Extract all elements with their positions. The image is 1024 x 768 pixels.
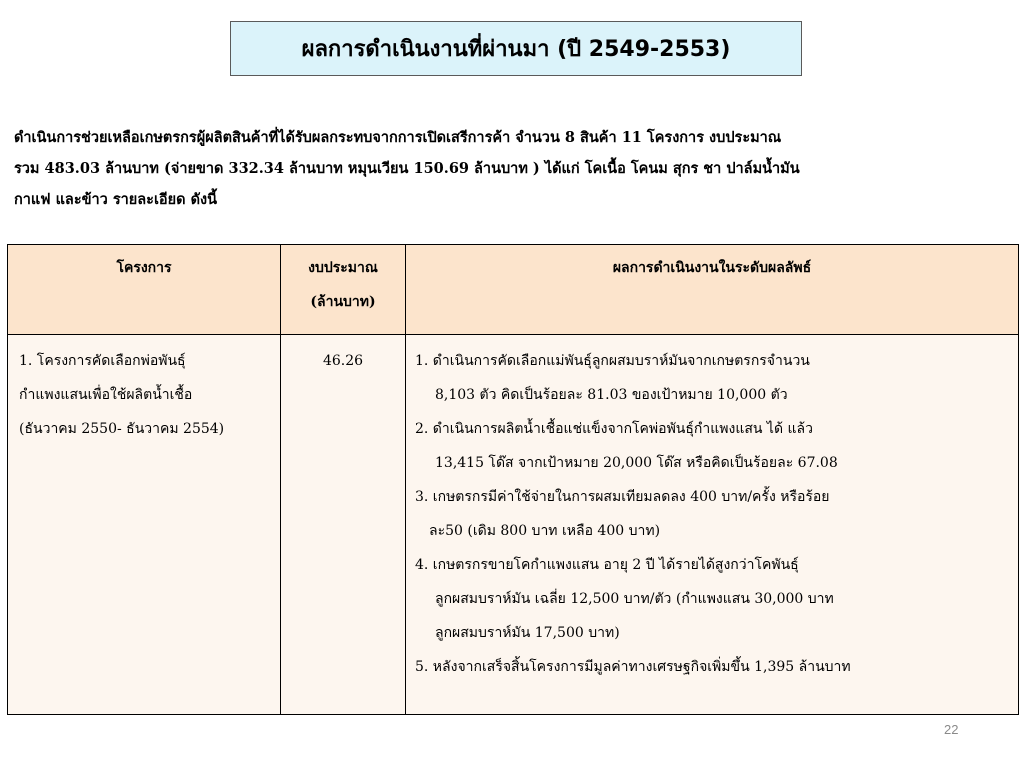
outcome-line: 5. หลังจากเสร็จสิ้นโครงการมีมูลค่าทางเศรษฐกิจเพิ่มขึ้น 1,395 ล้านบาท (415, 659, 851, 675)
project-cell (8, 335, 281, 715)
project-line: (ธันวาคม 2550- ธันวาคม 2554) (19, 421, 225, 437)
page-title: ผลการดำเนินงานที่ผ่านมา (ปี 2549-2553) (301, 37, 731, 62)
outcome-cell (406, 335, 1019, 715)
budget-value: 46.26 (322, 353, 364, 369)
header-project-label: โครงการ (116, 260, 172, 276)
intro-line-3: กาแฟ และข้าว รายละเอียด ดังนี้ (14, 191, 217, 208)
outcome-line: 8,103 ตัว คิดเป็นร้อยละ 81.03 ของเป้าหมาย 10,000 ตัว (435, 387, 788, 403)
header-budget-label: งบประมาณ (308, 260, 378, 276)
budget-cell (281, 335, 406, 715)
outcome-line: 2. ดำเนินการผลิตน้ำเชื้อแช่แข็งจากโคพ่อพันธุ์กำแพงแสน ได้ แล้ว (415, 421, 813, 437)
outcome-line: ละ50 (เดิม 800 บาท เหลือ 400 บาท) (429, 523, 661, 539)
outcome-line: ลูกผสมบราห์มัน เฉลี่ย 12,500 บาท/ตัว (กำแพงแสน 30,000 บาท (435, 591, 834, 607)
project-line: กำแพงแสนเพื่อใช้ผลิตน้ำเชื้อ (19, 387, 193, 403)
intro-line-2: รวม 483.03 ล้านบาท (จ่ายขาด 332.34 ล้านบาท หมุนเวียน 150.69 ล้านบาท ) ได้แก่ โคเนื้อ โคนม สุกร ชา ปาล์มน้ำมัน (14, 160, 800, 177)
header-budget-unit: (ล้านบาท) (310, 294, 376, 310)
page-number: 22 (944, 722, 959, 737)
header-budget (281, 245, 406, 335)
header-outcome-label: ผลการดำเนินงานในระดับผลลัพธ์ (612, 260, 812, 276)
table-header-row (8, 245, 1019, 335)
intro-paragraph (14, 122, 1018, 215)
outcome-line: ลูกผสมบราห์มัน 17,500 บาท) (435, 625, 620, 641)
intro-line-1: ดำเนินการช่วยเหลือเกษตรกรผู้ผลิตสินค้าที่ได้รับผลกระทบจากการเปิดเสรีการค้า จำนวน 8 สินค้า 11 โครงการ งบประมาณ (14, 129, 782, 146)
header-project (8, 245, 281, 335)
table-row (8, 335, 1019, 715)
header-outcome (406, 245, 1019, 335)
results-table (7, 244, 1019, 715)
title-box (230, 21, 802, 76)
outcome-line: 3. เกษตรกรมีค่าใช้จ่ายในการผสมเทียมลดลง 400 บาท/ครั้ง หรือร้อย (415, 489, 830, 505)
outcome-line: 1. ดำเนินการคัดเลือกแม่พันธุ์ลูกผสมบราห์มันจากเกษตรกรจำนวน (415, 353, 810, 369)
outcome-line: 13,415 โด๊ส จากเป้าหมาย 20,000 โด๊ส หรือคิดเป็นร้อยละ 67.08 (435, 455, 838, 471)
project-line: 1. โครงการคัดเลือกพ่อพันธุ์ (19, 353, 186, 369)
outcome-line: 4. เกษตรกรขายโคกำแพงแสน อายุ 2 ปี ได้รายได้สูงกว่าโคพันธุ์ (415, 557, 799, 573)
